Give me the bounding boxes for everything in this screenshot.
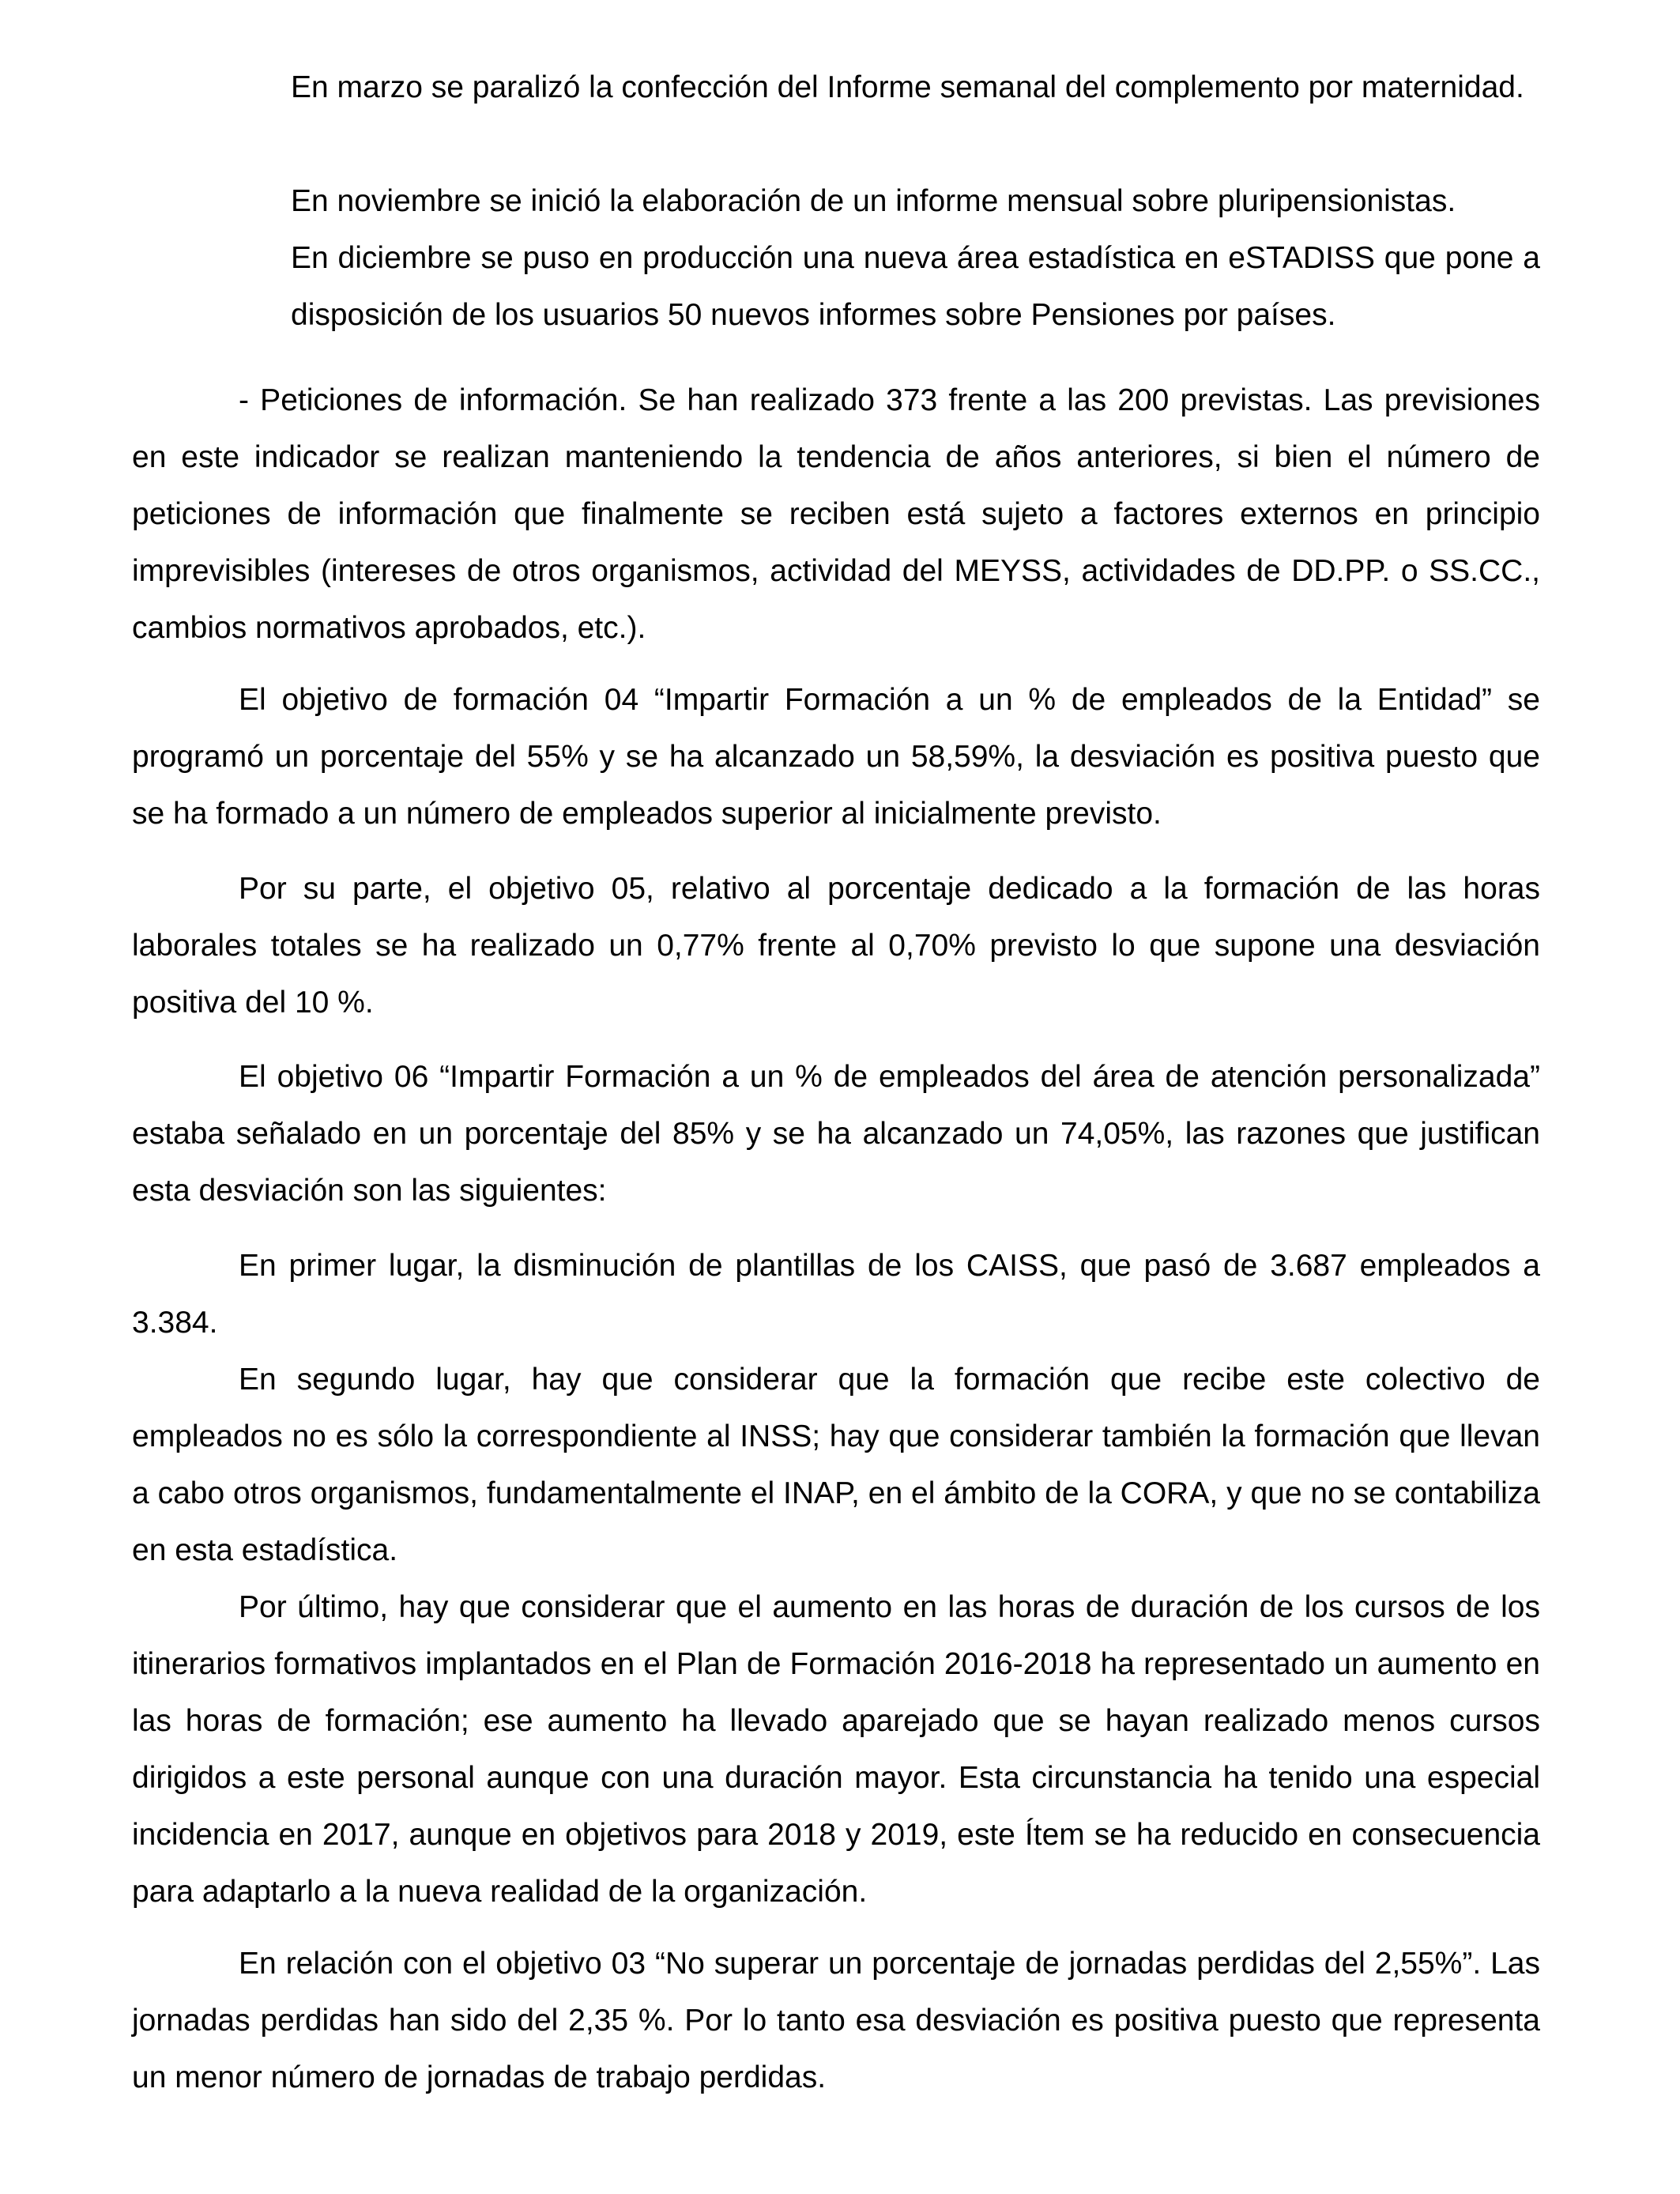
paragraph-pluripensionistas: En noviembre se inició la elaboración de un informe mensual sobre pluripensionistas. [291, 184, 1456, 218]
paragraph-estadiss: En diciembre se puso en producción una nueva área estadística en eSTADISS que pone a disposición de los usuarios 50 nuevos informes sobre Pensiones por países. [291, 241, 1540, 332]
paragraph-por-ultimo: Por último, hay que considerar que el aumento en las horas de duración de los cursos de los itinerarios formativos implantados en el Plan de Formación 2016-2018 ha representado un aumento en las horas de formación; ese aumento ha llevado aparejado que se hayan realizado menos cursos dirigidos a este personal aunque con una duración mayor. Esta circunstancia ha tenido una especial incidencia en 2017, aunque en objetivos para 2018 y 2019, este Ítem se ha reducido en consecuencia para adaptarlo a la nueva realidad de la organización. [132, 1590, 1540, 1909]
paragraph-objetivo-05: Por su parte, el objetivo 05, relativo al porcentaje dedicado a la formación de las horas laborales totales se ha realizado un 0,77% frente al 0,70% previsto lo que supone una desviación positiva del 10 %. [132, 872, 1540, 1020]
paragraph-objetivo-03: En relación con el objetivo 03 “No superar un porcentaje de jornadas perdidas del 2,55%”. Las jornadas perdidas han sido del 2,35 %. Por lo tanto esa desviación es positiva puesto que representa un menor número de jornadas de trabajo perdidas. [132, 1947, 1540, 2094]
paragraph-segundo-lugar: En segundo lugar, hay que considerar que la formación que recibe este colectivo de empleados no es sólo la correspondiente al INSS; hay que considerar también la formación que llevan a cabo otros organismos, fundamentalmente el INAP, en el ámbito de la CORA, y que no se contabiliza en esta estadística. [132, 1363, 1540, 1567]
paragraph-maternidad: En marzo se paralizó la confección del Informe semanal del complemento por maternidad. [291, 70, 1524, 104]
paragraph-primer-lugar: En primer lugar, la disminución de plantillas de los CAISS, que pasó de 3.687 empleados a 3.384. [132, 1249, 1540, 1340]
paragraph-objetivo-04: El objetivo de formación 04 “Impartir Formación a un % de empleados de la Entidad” se programó un porcentaje del 55% y se ha alcanzado un 58,59%, la desviación es positiva puesto que se ha formado a un número de empleados superior al inicialmente previsto. [132, 683, 1540, 831]
paragraph-objetivo-06: El objetivo 06 “Impartir Formación a un % de empleados del área de atención personalizada” estaba señalado en un porcentaje del 85% y se ha alcanzado un 74,05%, las razones que justifican esta desviación son las siguientes: [132, 1060, 1540, 1208]
paragraph-peticiones: - Peticiones de información. Se han realizado 373 frente a las 200 previstas. Las previsiones en este indicador se realizan manteniendo la tendencia de años anteriores, si bien el número de peticiones de información que finalmente se reciben está sujeto a factores externos en principio imprevisibles (intereses de otros organismos, actividad del MEYSS, actividades de DD.PP. o SS.CC., cambios normativos aprobados, etc.). [132, 383, 1540, 645]
